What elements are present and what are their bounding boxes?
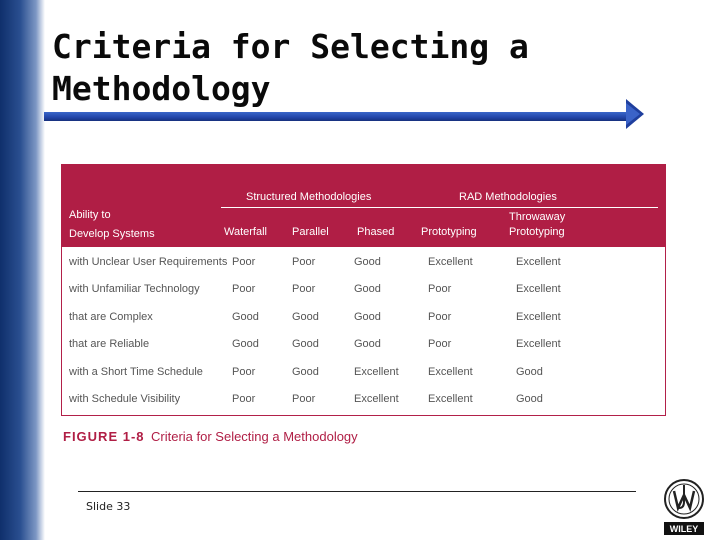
table-cell: Good: [354, 256, 381, 268]
table-cell: Poor: [232, 283, 256, 296]
column-header-prototyping: Prototyping: [421, 226, 477, 238]
table-cell: Excellent: [354, 393, 399, 405]
row-label: that are Reliable: [69, 338, 150, 351]
table-cell: Good: [292, 338, 319, 351]
row-label: with Schedule Visibility: [69, 393, 181, 405]
column-header-throwaway-line-1: Throwaway: [509, 211, 566, 223]
table-cell: Good: [354, 283, 381, 296]
footer-rule: [78, 491, 636, 492]
row-label: with Unfamiliar Technology: [69, 283, 200, 296]
table-cell: Excellent: [516, 310, 561, 323]
group-header-rad: RAD Methodologies: [459, 191, 557, 203]
methodology-figure: [61, 164, 666, 450]
column-header-throwaway-line-2: Prototyping: [509, 226, 565, 238]
table-cell: Excellent: [428, 256, 473, 268]
group-header-rule: [221, 207, 658, 208]
table-cell: Excellent: [354, 365, 399, 378]
table-cell: Excellent: [516, 256, 561, 268]
table-cell: Good: [516, 393, 543, 405]
left-gradient-band: [0, 0, 45, 540]
wiley-logo: [662, 478, 706, 536]
table-cell: Good: [354, 338, 381, 351]
column-header-parallel: Parallel: [292, 226, 329, 238]
table-cell: Good: [232, 310, 259, 323]
table-cell: Poor: [428, 310, 452, 323]
row-label: with a Short Time Schedule: [69, 365, 203, 378]
table-cell: Poor: [292, 256, 316, 268]
slide-number: Slide 33: [86, 500, 131, 513]
table-cell: Excellent: [428, 365, 473, 378]
slide-title-line-2: Methodology: [52, 69, 271, 108]
row-header-line-1: Ability to: [69, 209, 111, 221]
table-cell: Good: [292, 310, 319, 323]
table-cell: Excellent: [516, 338, 561, 351]
table-cell: Poor: [232, 256, 256, 268]
table-cell: Excellent: [516, 283, 561, 296]
table-cell: Poor: [292, 283, 316, 296]
wiley-logo-text: WILEY: [669, 524, 699, 534]
table-cell: Poor: [428, 338, 452, 351]
table-cell: Good: [232, 338, 259, 351]
row-label: with Unclear User Requirements: [69, 256, 228, 268]
title-underline-bar: [44, 112, 634, 121]
column-header-waterfall: Waterfall: [224, 226, 267, 238]
table-cell: Excellent: [428, 393, 473, 405]
slide-title-line-1: Criteria for Selecting a: [52, 27, 529, 66]
table-cell: Poor: [232, 365, 256, 378]
table-cell: Good: [354, 310, 381, 323]
group-header-structured: Structured Methodologies: [246, 191, 372, 203]
row-header-line-2: Develop Systems: [69, 228, 155, 240]
column-header-phased: Phased: [357, 226, 395, 238]
table-cell: Poor: [232, 393, 256, 405]
table-cell: Good: [516, 365, 543, 378]
table-cell: Poor: [428, 283, 452, 296]
figure-label: FIGURE 1-8: [63, 429, 145, 444]
row-label: that are Complex: [69, 310, 153, 323]
table-cell: Poor: [292, 393, 316, 405]
table-cell: Good: [292, 365, 319, 378]
title-arrow-icon: [626, 99, 644, 129]
figure-caption: Criteria for Selecting a Methodology: [151, 429, 358, 444]
slide-title: [52, 26, 612, 110]
